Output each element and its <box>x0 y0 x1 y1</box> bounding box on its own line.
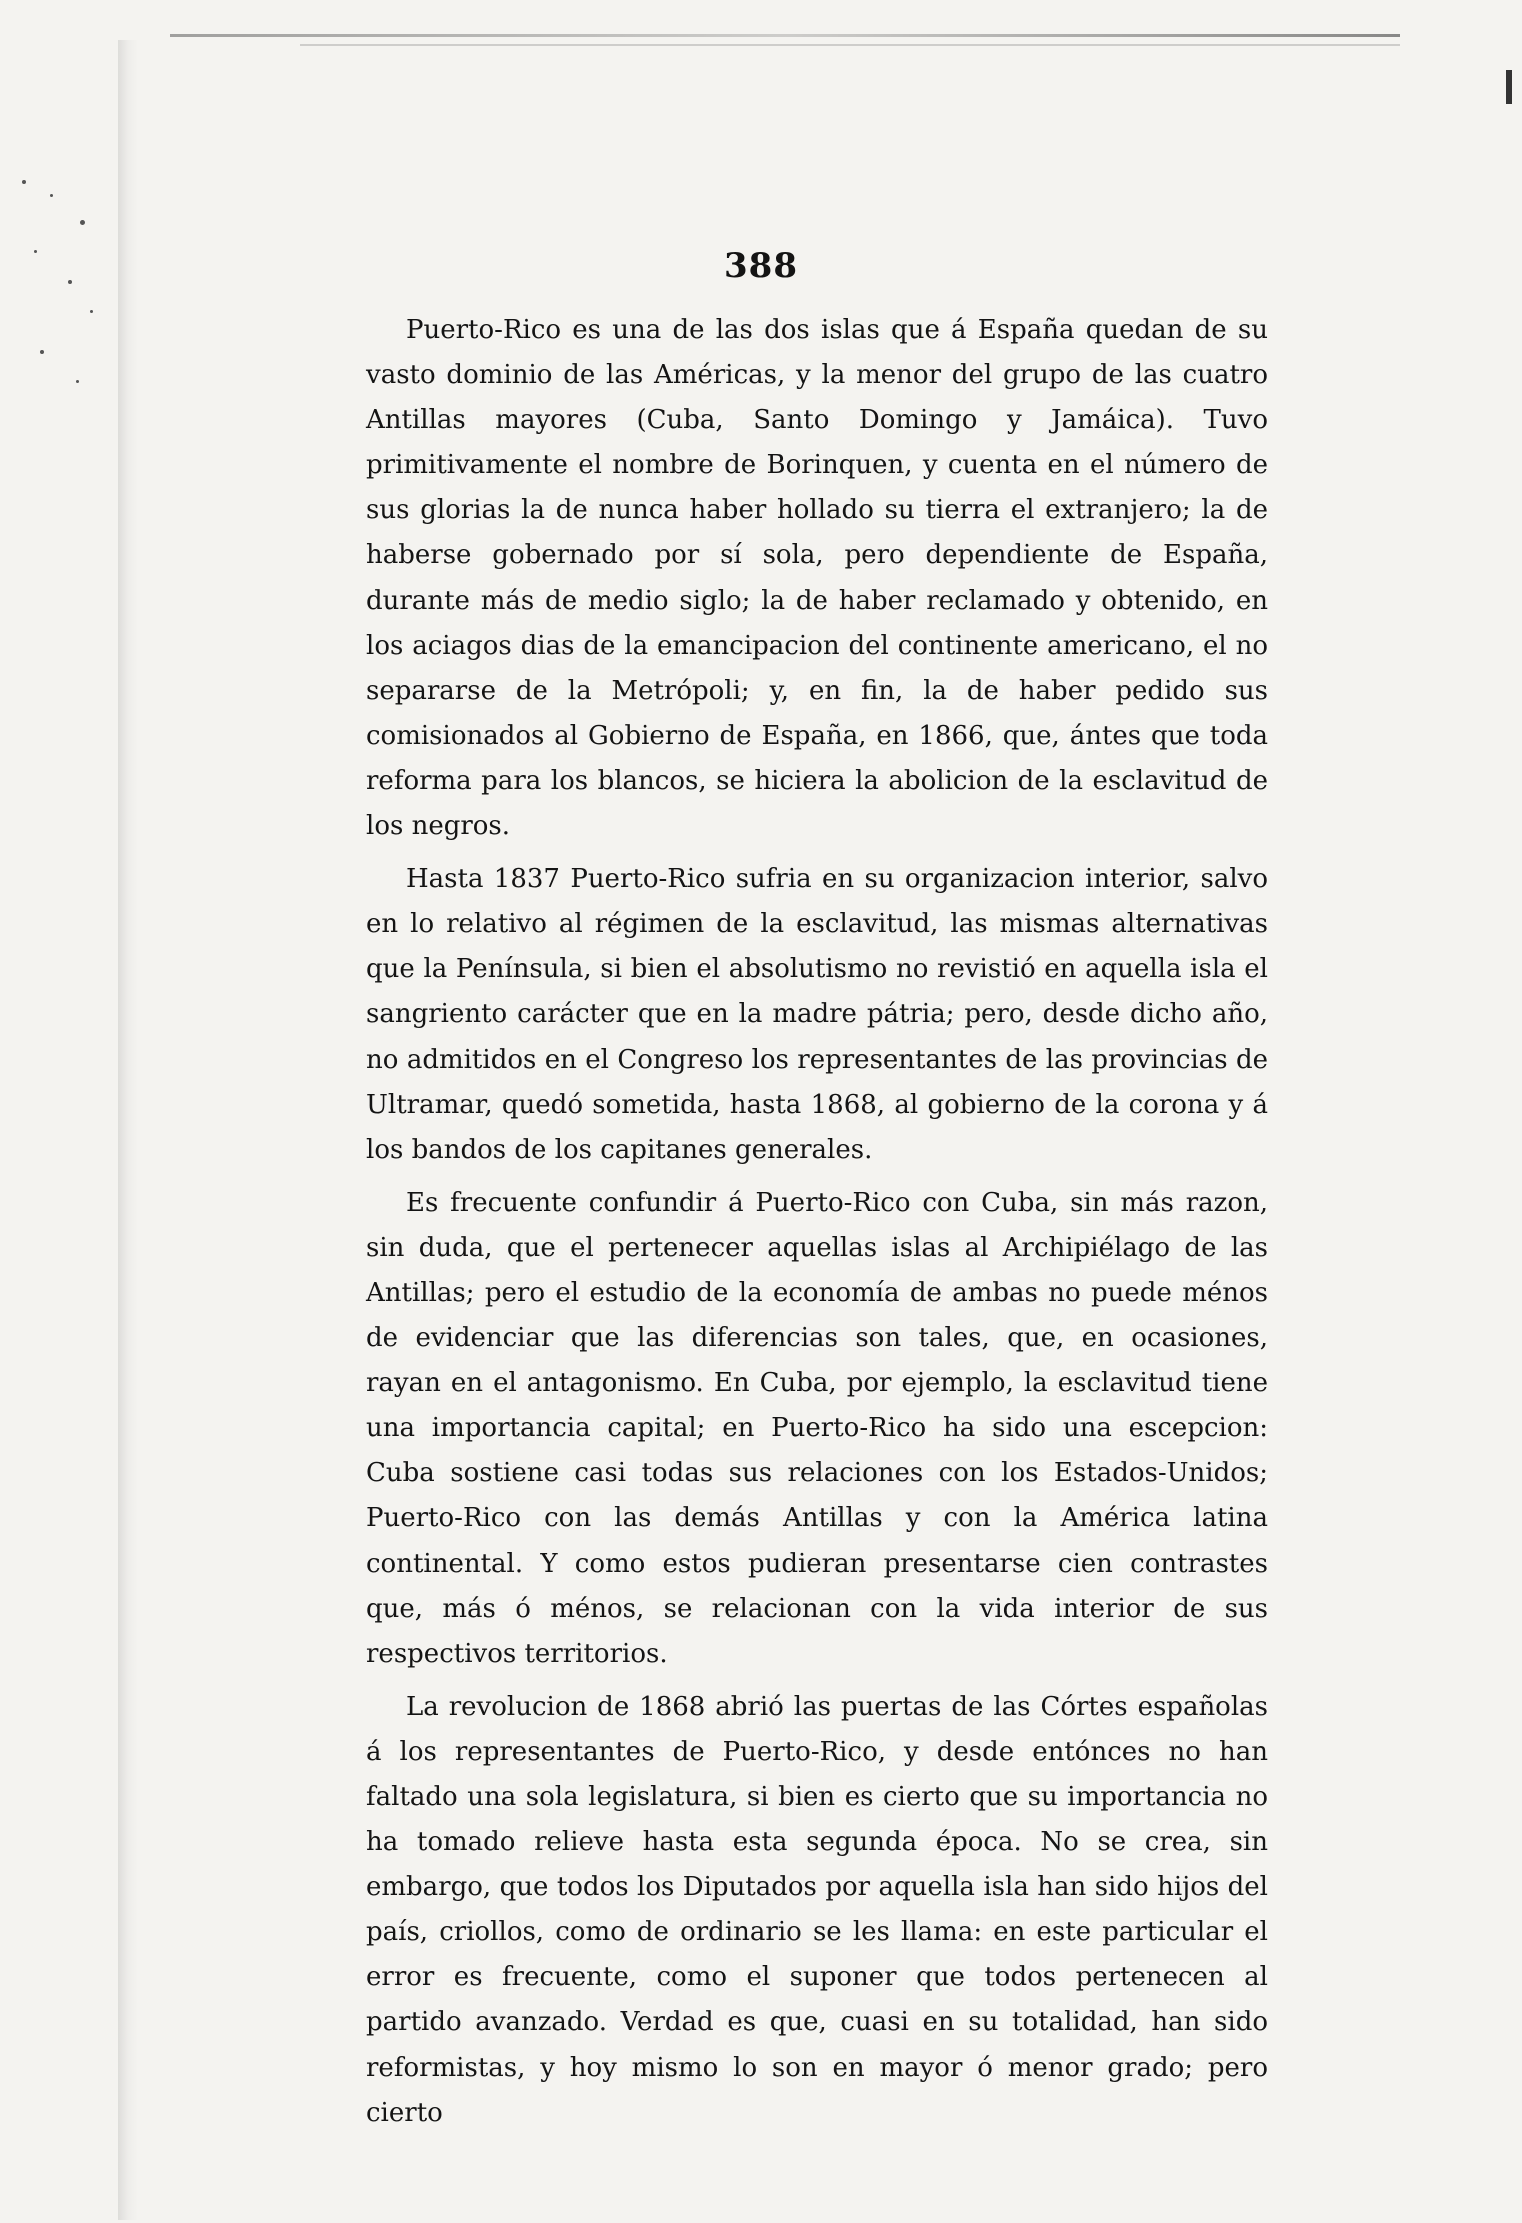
paragraph-4: La revolucion de 1868 abrió las puertas de las Córtes españolas á los representantes de Puerto-Rico, y desde entónces no han faltado una sola legislatura, si bien es cierto que su importancia no ha tomado relieve hasta esta segunda época. No se crea, sin embargo, que todos los Diputados por aquella isla han sido hijos del país, criollos, como de ordinario se les llama: en este particular el error es frecuente, como el suponer que todos pertenecen al partido avanzado. Verdad es que, cuasi en su totalidad, han sido reformistas, y hoy mismo lo son en mayor ó menor grado; pero cierto <box>366 1691 1268 2128</box>
margin-specks <box>10 160 110 420</box>
page-number: 388 <box>724 246 798 286</box>
scan-binding-shadow <box>118 40 138 2220</box>
paragraph-2: Hasta 1837 Puerto-Rico sufria en su organizacion interior, salvo en lo relativo al régimen de la esclavitud, las mismas alternativas que la Península, si bien el absolutismo no revistió en aquella isla el sangriento carácter que en la madre pátria; pero, desde dicho año, no admitidos en el Congreso los representantes de las provincias de Ultramar, quedó sometida, hasta 1868, al gobierno de la corona y á los bandos de los capitanes generales. <box>366 864 1268 1165</box>
scan-edge-line <box>170 34 1400 37</box>
paragraph-1: Puerto-Rico es una de las dos islas que á España quedan de su vasto dominio de las Américas, y la menor del grupo de las cuatro Antillas mayores (Cuba, Santo Domingo y Jamáica). Tuvo primitivamente el nombre de Borinquen, y cuenta en el número de sus glorias la de nunca haber hollado su tierra el extranjero; la de haberse gobernado por sí sola, pero dependiente de España, durante más de medio siglo; la de haber reclamado y obtenido, en los aciagos dias de la emancipacion del continente americano, el no separarse de la Metrópoli; y, en fin, la de haber pedido sus comisionados al Gobierno de España, en 1866, que, ántes que toda reforma para los blancos, se hiciera la abolicion de la esclavitud de los negros. <box>366 315 1268 842</box>
margin-mark <box>1506 70 1512 104</box>
paragraph-3: Es frecuente confundir á Puerto-Rico con Cuba, sin más razon, sin duda, que el pertenecer aquellas islas al Archipiélago de las Antillas; pero el estudio de la economía de ambas no puede ménos de evidenciar que las diferencias son tales, que, en ocasiones, rayan en el antagonismo. En Cuba, por ejemplo, la esclavitud tiene una importancia capital; en Puerto-Rico ha sido una escepcion: Cuba sostiene casi todas sus relaciones con los Estados-Unidos; Puerto-Rico con las demás Antillas y con la América latina continental. Y como estos pudieran presentarse cien contrastes que, más ó ménos, se relacionan con la vida interior de sus respectivos territorios. <box>366 1187 1268 1669</box>
scan-edge-line-secondary <box>300 44 1400 46</box>
body-text <box>366 308 1268 2144</box>
